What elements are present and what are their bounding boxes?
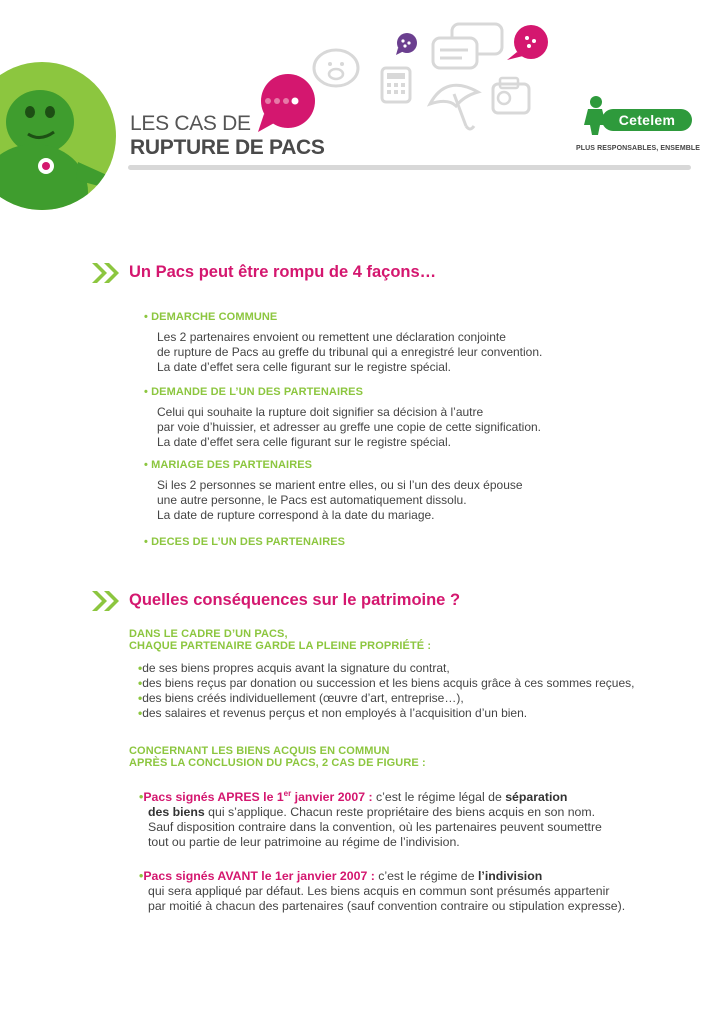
- case-apres-2007: [139, 786, 602, 850]
- list-item: des salaires et revenus perçus et non employés à l’acquisition d’un bien.: [142, 706, 528, 720]
- bullet-dot: •: [139, 869, 144, 883]
- case-bold: des biens: [148, 805, 205, 820]
- double-chevron-icon: [90, 590, 122, 612]
- item-mariage-partenaires: [144, 459, 523, 523]
- case-bold: l’indivision: [478, 869, 543, 883]
- case-text: tout ou partie de leur patrimoine au régime de l’indivision.: [148, 835, 460, 850]
- item-title: DEMANDE DE L’UN DES PARTENAIRES: [151, 386, 364, 398]
- item-text-line: de rupture de Pacs au greffe du tribunal qui a enregistré leur convention.: [157, 345, 543, 359]
- block-subtitle: DANS LE CADRE D’UN PACS,: [129, 628, 288, 640]
- bullet-dot: •: [144, 311, 148, 323]
- block-subtitle: CHAQUE PARTENAIRE GARDE LA PLEINE PROPRIÉTÉ :: [129, 640, 432, 652]
- title-line-1: LES CAS DE: [130, 112, 251, 135]
- case-avant-2007: [139, 869, 625, 914]
- section-heading-rupture: Un Pacs peut être rompu de 4 façons…: [129, 263, 437, 281]
- case-bold: séparation: [505, 790, 568, 805]
- list-item: des biens créés individuellement (œuvre d’art, entreprise…),: [142, 691, 464, 705]
- case-label: Pacs signés AVANT le 1er janvier 2007 :: [143, 869, 375, 883]
- title-line-2: RUPTURE DE PACS: [130, 136, 325, 159]
- item-text-line: La date d’effet sera celle figurant sur le registre spécial.: [157, 435, 451, 449]
- bullet-dot: •: [139, 790, 144, 805]
- item-title: DECES DE L’UN DES PARTENAIRES: [151, 536, 346, 548]
- wallet-icon: [490, 76, 532, 121]
- item-deces-partenaire: [144, 536, 345, 548]
- item-text-line: Si les 2 personnes se marient entre elles, ou si l’un des deux épouse: [157, 478, 523, 492]
- item-demande-partenaire: [144, 386, 541, 450]
- logo-text: Cetelem: [602, 109, 692, 131]
- case-label: Pacs signés APRES le 1er janvier 2007 :: [143, 789, 373, 805]
- block-pleine-propriete: [129, 628, 634, 721]
- bullet-dot: •: [138, 661, 143, 675]
- item-text-line: La date de rupture correspond à la date du mariage.: [157, 508, 435, 522]
- header-divider: [128, 165, 691, 170]
- mascot-character: [0, 62, 116, 210]
- chat-bubble-icon: [430, 22, 506, 79]
- bullet-dot: •: [144, 386, 148, 398]
- bullet-dot: •: [144, 459, 148, 471]
- umbrella-icon: [426, 74, 482, 137]
- item-text-line: Celui qui souhaite la rupture doit signifier sa décision à l’autre: [157, 405, 484, 419]
- section-heading-patrimoine: Quelles conséquences sur le patrimoine ?: [129, 591, 461, 609]
- item-text-line: une autre personne, le Pacs est automatiquement dissolu.: [157, 493, 467, 507]
- item-text-line: Les 2 partenaires envoient ou remettent une déclaration conjointe: [157, 330, 506, 344]
- double-chevron-icon: [90, 262, 122, 284]
- case-text: c’est le régime de: [374, 869, 478, 883]
- case-text: par moitié à chacun des partenaires (sauf convention contraire ou stipulation expresse).: [148, 899, 626, 913]
- case-text: c’est le régime légal de: [372, 790, 506, 805]
- item-text-line: La date d’effet sera celle figurant sur le registre spécial.: [157, 360, 451, 374]
- mascot-circle: [0, 62, 116, 210]
- block-subtitle: APRÈS LA CONCLUSION DU PACS, 2 CAS DE FIGURE :: [129, 757, 426, 769]
- piggy-bank-icon: [308, 42, 366, 95]
- bullet-dot: •: [138, 691, 143, 705]
- bullet-dot: •: [138, 676, 143, 690]
- chat-small-bubble-icon: [394, 32, 420, 61]
- item-title: MARIAGE DES PARTENAIRES: [151, 459, 313, 471]
- pink-bubble-icon: [505, 24, 551, 69]
- list-item: des biens reçus par donation ou succession et les biens acquis grâce à ces sommes reçues,: [142, 676, 635, 690]
- case-text: Sauf disposition contraire dans la convention, où les partenaires peuvent soumettre: [148, 820, 602, 835]
- calculator-icon: [380, 66, 412, 109]
- bullet-dot: •: [144, 536, 148, 548]
- item-demarche-commune: [144, 311, 542, 375]
- bullet-dot: •: [138, 706, 143, 720]
- tagline: PLUS RESPONSABLES, ENSEMBLE: [576, 145, 701, 152]
- block-biens-communs: [129, 745, 426, 769]
- case-text: qui s’applique. Chacun reste propriétaire des biens acquis en son nom.: [204, 805, 596, 820]
- list-item: de ses biens propres acquis avant la signature du contrat,: [142, 661, 450, 675]
- item-text-line: par voie d’huissier, et adresser au greffe une copie de cette signification.: [157, 420, 542, 434]
- case-text: qui sera appliqué par défaut. Les biens acquis en commun sont présumés appartenir: [148, 884, 610, 898]
- page-title: [130, 112, 325, 160]
- item-title: DEMARCHE COMMUNE: [151, 311, 278, 323]
- block-subtitle: CONCERNANT LES BIENS ACQUIS EN COMMUN: [129, 745, 390, 757]
